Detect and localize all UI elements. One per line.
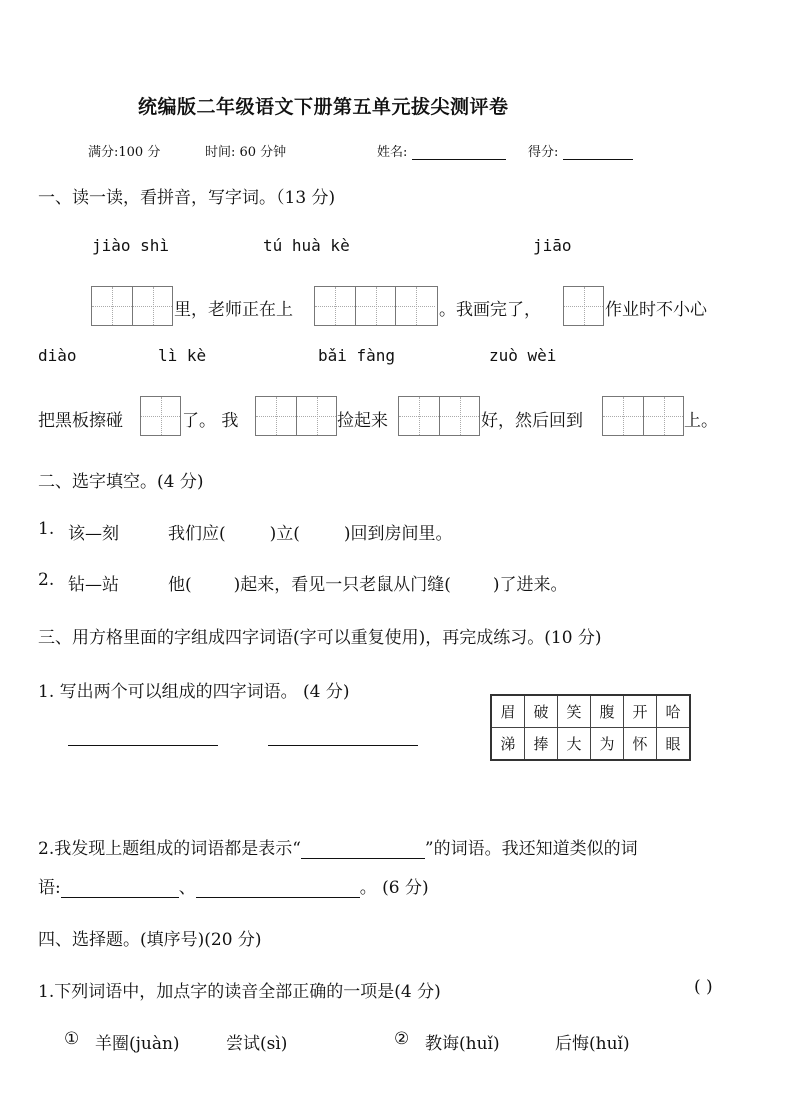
option-1-word-b: 尝试(sì) <box>226 1034 288 1054</box>
char-cell[interactable] <box>399 397 439 435</box>
section2-heading: 二、选字填空。(4 分) <box>38 472 204 492</box>
q2-2-choices: 钻—站 <box>68 575 119 595</box>
q3-2-text: 2.我发现上题组成的词语都是表示“ <box>38 839 301 859</box>
sentence-part: )回到房间里。 <box>343 524 453 544</box>
answer-line-1[interactable] <box>68 745 218 746</box>
answer-box-tuhuake[interactable] <box>314 286 438 326</box>
exam-title: 统编版二年级语文下册第五单元拔尖测评卷 <box>138 96 509 118</box>
grid-cell: 眼 <box>657 728 691 761</box>
char-cell[interactable] <box>141 397 180 435</box>
grid-cell: 捧 <box>525 728 558 761</box>
char-cell[interactable] <box>315 287 355 325</box>
grid-cell: 开 <box>624 695 657 728</box>
answer-box-baifang[interactable] <box>398 396 480 436</box>
sentence-text: 把黑板擦碰 <box>38 411 123 431</box>
option-1-word-a: 羊圈(juàn) <box>95 1034 180 1054</box>
q3-2-text: ”的词语。我还知道类似的词 <box>424 839 638 859</box>
pinyin-baifang: bǎi fàng <box>318 346 396 365</box>
char-cell[interactable] <box>92 287 132 325</box>
option-2-word-a: 教诲(huǐ) <box>425 1034 500 1054</box>
name-field[interactable] <box>377 141 506 160</box>
sentence-text: 作业时不小心 <box>605 300 707 320</box>
grid-cell: 眉 <box>491 695 525 728</box>
pinyin-tuhuake: tú huà kè <box>263 236 350 255</box>
char-cell[interactable] <box>564 287 603 325</box>
sentence-text: 。我画完了， <box>439 300 541 320</box>
char-cell[interactable] <box>256 397 296 435</box>
option-1-marker[interactable]: ① <box>64 1029 80 1049</box>
q2-1-number: 1. <box>38 519 55 539</box>
name-label: 姓名: <box>377 145 408 160</box>
answer-box-jiaoshi[interactable] <box>91 286 173 326</box>
grid-cell: 大 <box>558 728 591 761</box>
answer-box-diao[interactable] <box>140 396 181 436</box>
option-2-marker[interactable]: ② <box>394 1029 410 1049</box>
q2-2-sentence <box>168 570 568 595</box>
sentence-part: )起来，看见一只老鼠从门缝( <box>233 575 451 595</box>
section4-heading: 四、选择题。(填序号)(20 分) <box>38 930 262 950</box>
meaning-blank[interactable] <box>301 840 425 859</box>
section1-heading: 一、读一读，看拼音，写字词。（13 分) <box>38 188 336 208</box>
grid-cell: 笑 <box>558 695 591 728</box>
grid-cell: 为 <box>591 728 624 761</box>
grid-row <box>491 695 690 728</box>
grid-cell: 腹 <box>591 695 624 728</box>
pinyin-zuowei: zuò wèi <box>489 346 557 365</box>
sentence-text: 了。 我 <box>182 411 239 431</box>
q2-1-choices: 该—刻 <box>68 524 119 544</box>
sentence-part: 我们应( <box>168 524 226 544</box>
sentence-text: 上。 <box>684 411 718 431</box>
q3-2-text: 。 (6 分) <box>359 878 429 898</box>
q4-1: 1.下列词语中，加点字的读音全部正确的一项是(4 分) <box>38 982 441 1002</box>
grid-cell: 怀 <box>624 728 657 761</box>
answer-line-2[interactable] <box>268 745 418 746</box>
answer-box-zuowei[interactable] <box>602 396 684 436</box>
q4-1-answer-paren[interactable]: ( ) <box>694 977 713 997</box>
char-cell[interactable] <box>603 397 643 435</box>
q3-1: 1. 写出两个可以组成的四字词语。 (4 分) <box>38 682 350 702</box>
sentence-part: )了进来。 <box>492 575 568 595</box>
q3-2-text: 、 <box>178 878 196 898</box>
name-blank[interactable] <box>412 145 506 160</box>
character-grid <box>490 694 691 761</box>
sentence-part: 他( <box>168 575 192 595</box>
q3-2-line2 <box>38 873 429 898</box>
option-2-word-b: 后悔(huǐ) <box>555 1034 630 1054</box>
grid-cell: 破 <box>525 695 558 728</box>
char-cell[interactable] <box>643 397 683 435</box>
full-score: 满分:100 分 <box>88 145 161 160</box>
pinyin-like: lì kè <box>158 346 207 365</box>
similar-word-blank-1[interactable] <box>61 879 179 898</box>
score-field[interactable] <box>528 141 633 160</box>
q2-2-number: 2. <box>38 570 55 590</box>
char-cell[interactable] <box>355 287 395 325</box>
sentence-text: 好，然后回到 <box>481 411 583 431</box>
q2-1-sentence <box>168 519 453 544</box>
answer-box-jiao[interactable] <box>563 286 604 326</box>
char-cell[interactable] <box>439 397 479 435</box>
q3-2-line1 <box>38 834 638 859</box>
grid-cell: 涕 <box>491 728 525 761</box>
sentence-text: 里，老师正在上 <box>174 300 293 320</box>
grid-cell: 哈 <box>657 695 691 728</box>
similar-word-blank-2[interactable] <box>196 879 360 898</box>
pinyin-jiao: jiāo <box>533 236 572 255</box>
pinyin-jiaoshi: jiào shì <box>92 236 170 255</box>
score-label: 得分: <box>528 145 559 160</box>
char-cell[interactable] <box>132 287 172 325</box>
pinyin-diao: diào <box>38 346 77 365</box>
char-cell[interactable] <box>296 397 336 435</box>
answer-box-like[interactable] <box>255 396 337 436</box>
sentence-part: )立( <box>269 524 300 544</box>
grid-row <box>491 728 690 761</box>
q3-2-text: 语: <box>38 878 61 898</box>
time-limit: 时间: 60 分钟 <box>205 145 287 160</box>
char-cell[interactable] <box>395 287 435 325</box>
score-blank[interactable] <box>563 145 633 160</box>
section3-heading: 三、用方格里面的字组成四字词语(字可以重复使用)，再完成练习。(10 分) <box>38 628 602 648</box>
sentence-text: 捡起来 <box>337 411 388 431</box>
